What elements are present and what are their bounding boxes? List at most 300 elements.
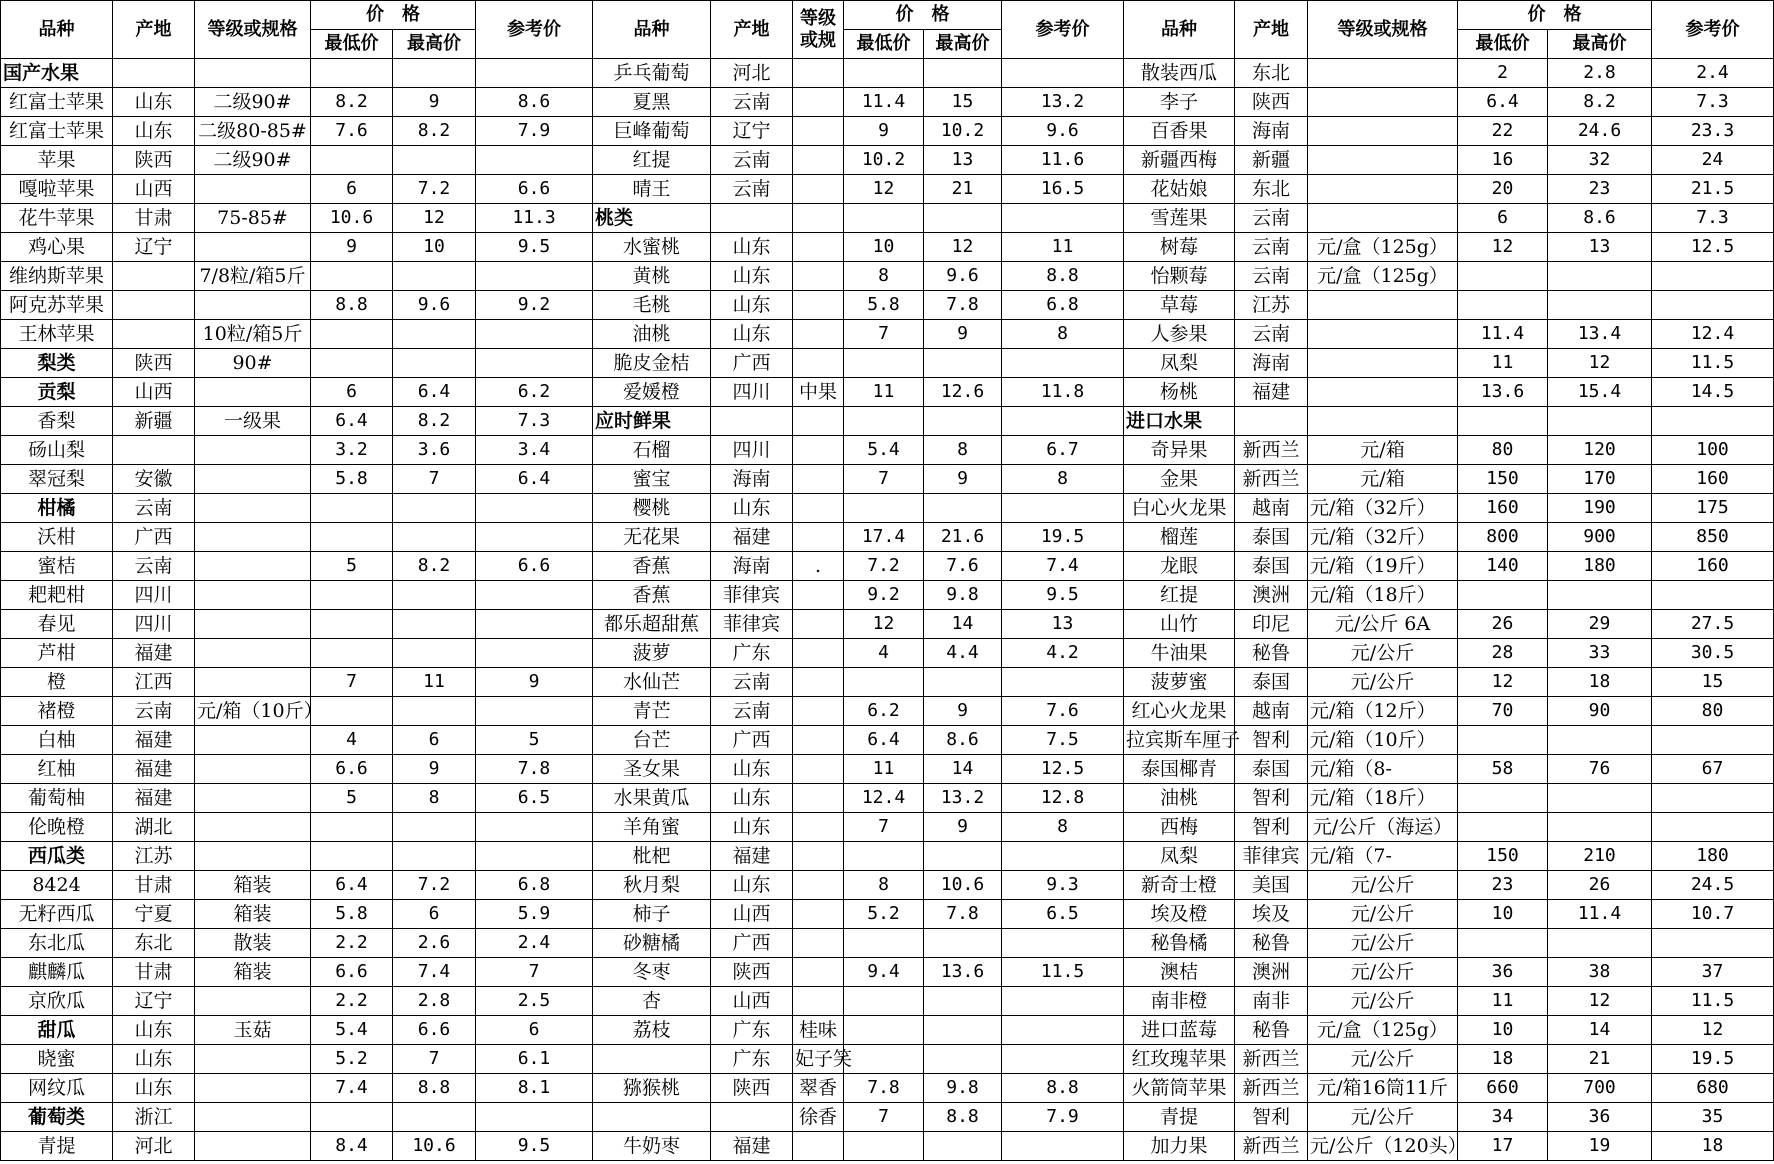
cell-origin: 海南 <box>1235 349 1308 378</box>
cell-max: 11.4 <box>1548 900 1652 929</box>
cell-max: 7 <box>393 465 476 494</box>
cell-ref: 12.5 <box>1652 233 1774 262</box>
cell-min: 9 <box>311 233 393 262</box>
cell-grade <box>195 175 311 204</box>
cell-name: 菠萝 <box>593 639 711 668</box>
cell-min: 36 <box>1458 958 1548 987</box>
cell-grade: 元/公斤 <box>1308 987 1458 1016</box>
cell-name: 怡颗莓 <box>1124 262 1235 291</box>
cell-max: 6 <box>393 726 476 755</box>
table-row <box>1 262 1774 291</box>
cell-grade: 元/箱（32斤） <box>1308 523 1458 552</box>
cell-origin: 河北 <box>711 59 793 88</box>
cell-min <box>311 813 393 842</box>
cell-origin <box>1235 407 1308 436</box>
cell-max <box>393 320 476 349</box>
cell-max: 10 <box>393 233 476 262</box>
cell-grade <box>1308 407 1458 436</box>
cell-grade: 元/公斤 6A <box>1308 610 1458 639</box>
cell-max: 26 <box>1548 871 1652 900</box>
header-min-2: 最低价 <box>844 30 924 59</box>
cell-origin: 福建 <box>113 639 195 668</box>
cell-name: 8424 <box>1 871 113 900</box>
cell-name: 龙眼 <box>1124 552 1235 581</box>
cell-grade <box>195 436 311 465</box>
cell-name: 秘鲁橘 <box>1124 929 1235 958</box>
cell-grade: 玉菇 <box>195 1016 311 1045</box>
cell-max: 18 <box>1548 668 1652 697</box>
cell-max <box>1548 581 1652 610</box>
cell-ref <box>476 146 593 175</box>
header-ref-3: 参考价 <box>1652 1 1774 59</box>
cell-ref: 7 <box>476 958 593 987</box>
cell-ref <box>476 262 593 291</box>
cell-name: 青芒 <box>593 697 711 726</box>
cell-origin: 新西兰 <box>1235 465 1308 494</box>
cell-ref: 11 <box>1002 233 1124 262</box>
cell-min: 26 <box>1458 610 1548 639</box>
header-name-3: 品种 <box>1124 1 1235 59</box>
cell-min: 28 <box>1458 639 1548 668</box>
cell-ref: 9.5 <box>476 233 593 262</box>
cell-origin: 山东 <box>711 494 793 523</box>
cell-ref: 6.2 <box>476 378 593 407</box>
cell-ref <box>1002 842 1124 871</box>
cell-ref: 9.6 <box>1002 117 1124 146</box>
cell-min: 20 <box>1458 175 1548 204</box>
cell-ref <box>1002 59 1124 88</box>
cell-grade: 元/公斤 <box>1308 1045 1458 1074</box>
header-grade-1: 等级或规格 <box>195 1 311 59</box>
cell-grade <box>195 813 311 842</box>
cell-name: 鸡心果 <box>1 233 113 262</box>
cell-ref <box>476 320 593 349</box>
cell-ref <box>1652 407 1774 436</box>
cell-grade <box>793 900 844 929</box>
cell-name: 耙耙柑 <box>1 581 113 610</box>
cell-min: 12 <box>1458 668 1548 697</box>
cell-max: 9 <box>924 813 1002 842</box>
cell-min <box>844 1045 924 1074</box>
cell-min <box>311 1103 393 1132</box>
cell-max: 120 <box>1548 436 1652 465</box>
cell-min: 5.8 <box>844 291 924 320</box>
cell-max <box>393 523 476 552</box>
cell-grade <box>793 291 844 320</box>
table-row <box>1 349 1774 378</box>
cell-max <box>393 262 476 291</box>
cell-max <box>393 842 476 871</box>
cell-grade: 妃子笑 <box>793 1045 844 1074</box>
cell-name: 麒麟瓜 <box>1 958 113 987</box>
cell-max: 8.8 <box>924 1103 1002 1132</box>
cell-name: 网纹瓜 <box>1 1074 113 1103</box>
cell-origin: 菲律宾 <box>711 581 793 610</box>
cell-origin: 宁夏 <box>113 900 195 929</box>
cell-origin: 菲律宾 <box>711 610 793 639</box>
cell-grade: 元/公斤 <box>1308 929 1458 958</box>
cell-origin: 云南 <box>1235 204 1308 233</box>
cell-origin <box>113 320 195 349</box>
cell-min <box>311 610 393 639</box>
cell-name: 红玫瑰苹果 <box>1124 1045 1235 1074</box>
cell-min: 8 <box>844 871 924 900</box>
cell-origin: 四川 <box>711 378 793 407</box>
cell-grade: 二级90# <box>195 146 311 175</box>
cell-min: 6.6 <box>311 755 393 784</box>
cell-name: 青提 <box>1124 1103 1235 1132</box>
cell-name: 石榴 <box>593 436 711 465</box>
cell-origin: 云南 <box>711 697 793 726</box>
cell-origin: 埃及 <box>1235 900 1308 929</box>
cell-origin: 山西 <box>113 175 195 204</box>
cell-ref: 15 <box>1652 668 1774 697</box>
cell-min <box>311 262 393 291</box>
cell-name: 贡梨 <box>1 378 113 407</box>
cell-min: 5.4 <box>311 1016 393 1045</box>
cell-origin: 秘鲁 <box>1235 639 1308 668</box>
cell-name: 红柚 <box>1 755 113 784</box>
cell-max: 9.6 <box>924 262 1002 291</box>
cell-ref: 6.4 <box>476 465 593 494</box>
cell-max: 8.2 <box>393 407 476 436</box>
cell-min <box>844 668 924 697</box>
cell-grade <box>1308 349 1458 378</box>
cell-grade: 元/公斤 <box>1308 1103 1458 1132</box>
cell-grade: 徐香 <box>793 1103 844 1132</box>
cell-min: 11 <box>844 378 924 407</box>
cell-ref <box>1002 349 1124 378</box>
cell-name: 甜瓜 <box>1 1016 113 1045</box>
table-row <box>1 436 1774 465</box>
cell-origin: 山东 <box>711 262 793 291</box>
cell-ref <box>476 59 593 88</box>
cell-origin: 澳洲 <box>1235 581 1308 610</box>
cell-grade: 10粒/箱5斤 <box>195 320 311 349</box>
cell-ref <box>1652 581 1774 610</box>
header-min-1: 最低价 <box>311 30 393 59</box>
cell-max <box>393 1103 476 1132</box>
cell-ref: 7.5 <box>1002 726 1124 755</box>
cell-min: 10.6 <box>311 204 393 233</box>
header-max-2: 最高价 <box>924 30 1002 59</box>
cell-ref <box>1002 1016 1124 1045</box>
table-row <box>1 146 1774 175</box>
cell-name: 褚橙 <box>1 697 113 726</box>
cell-origin: 山东 <box>711 233 793 262</box>
cell-grade <box>1308 59 1458 88</box>
cell-grade <box>793 465 844 494</box>
cell-min <box>1458 581 1548 610</box>
cell-max: 13.2 <box>924 784 1002 813</box>
cell-name: 花牛苹果 <box>1 204 113 233</box>
cell-min <box>844 407 924 436</box>
cell-max: 9 <box>924 320 1002 349</box>
cell-min: 5.2 <box>311 1045 393 1074</box>
cell-origin: 广西 <box>711 726 793 755</box>
cell-name: 加力果 <box>1124 1132 1235 1161</box>
cell-name: 杏 <box>593 987 711 1016</box>
cell-ref: 7.3 <box>476 407 593 436</box>
cell-ref: 7.4 <box>1002 552 1124 581</box>
cell-min: 17.4 <box>844 523 924 552</box>
cell-ref: 2.4 <box>476 929 593 958</box>
cell-max <box>924 1016 1002 1045</box>
cell-max: 8.2 <box>1548 88 1652 117</box>
cell-grade <box>793 146 844 175</box>
table-row <box>1 929 1774 958</box>
cell-origin: 泰国 <box>1235 755 1308 784</box>
cell-name: 秋月梨 <box>593 871 711 900</box>
table-row <box>1 407 1774 436</box>
cell-max: 210 <box>1548 842 1652 871</box>
cell-min: 10 <box>844 233 924 262</box>
cell-ref: 6.5 <box>1002 900 1124 929</box>
cell-min: 5.2 <box>844 900 924 929</box>
table-row <box>1 1045 1774 1074</box>
cell-ref: 8 <box>1002 465 1124 494</box>
cell-name: 伦晚橙 <box>1 813 113 842</box>
cell-min: 17 <box>1458 1132 1548 1161</box>
cell-name: 猕猴桃 <box>593 1074 711 1103</box>
cell-max: 14 <box>924 755 1002 784</box>
cell-origin: 福建 <box>113 726 195 755</box>
cell-max: 900 <box>1548 523 1652 552</box>
header-grade-2: 等级或规 <box>793 1 844 59</box>
header-origin-3: 产地 <box>1235 1 1308 59</box>
cell-max: 10.2 <box>924 117 1002 146</box>
cell-name: 柿子 <box>593 900 711 929</box>
header-price-2: 价 格 <box>844 1 1002 30</box>
cell-max <box>924 1132 1002 1161</box>
cell-name: 枇杷 <box>593 842 711 871</box>
cell-grade <box>195 233 311 262</box>
cell-ref: 4.2 <box>1002 639 1124 668</box>
cell-name: 埃及橙 <box>1124 900 1235 929</box>
header-max-3: 最高价 <box>1548 30 1652 59</box>
cell-ref: 9.5 <box>476 1132 593 1161</box>
cell-name: 乒乓葡萄 <box>593 59 711 88</box>
cell-grade: 元/箱16筒11斤 <box>1308 1074 1458 1103</box>
cell-min: 70 <box>1458 697 1548 726</box>
cell-min: 34 <box>1458 1103 1548 1132</box>
cell-ref: 19.5 <box>1002 523 1124 552</box>
cell-ref: 680 <box>1652 1074 1774 1103</box>
cell-origin: 山西 <box>711 987 793 1016</box>
cell-name: 水果黄瓜 <box>593 784 711 813</box>
cell-min <box>844 842 924 871</box>
cell-max <box>393 639 476 668</box>
cell-ref: 30.5 <box>1652 639 1774 668</box>
cell-grade <box>195 842 311 871</box>
cell-origin <box>113 262 195 291</box>
cell-ref: 8 <box>1002 320 1124 349</box>
cell-origin: 山东 <box>113 88 195 117</box>
cell-grade <box>1308 204 1458 233</box>
cell-grade <box>195 784 311 813</box>
cell-ref: 23.3 <box>1652 117 1774 146</box>
cell-origin: 湖北 <box>113 813 195 842</box>
cell-grade <box>793 610 844 639</box>
cell-max: 12 <box>924 233 1002 262</box>
cell-name: 蜜宝 <box>593 465 711 494</box>
cell-name: 晴王 <box>593 175 711 204</box>
cell-name: 砀山梨 <box>1 436 113 465</box>
table-row <box>1 1016 1774 1045</box>
cell-max: 29 <box>1548 610 1652 639</box>
cell-max <box>1548 262 1652 291</box>
cell-min: 8.4 <box>311 1132 393 1161</box>
cell-name: 脆皮金桔 <box>593 349 711 378</box>
cell-name: 春见 <box>1 610 113 639</box>
cell-origin <box>711 407 793 436</box>
cell-min: 6.6 <box>311 958 393 987</box>
cell-grade: 元/公斤 <box>1308 668 1458 697</box>
cell-name: 国产水果 <box>1 59 113 88</box>
cell-max: 9.6 <box>393 291 476 320</box>
cell-min: 11 <box>1458 349 1548 378</box>
cell-max: 9 <box>393 755 476 784</box>
cell-name: 葡萄类 <box>1 1103 113 1132</box>
table-row <box>1 465 1774 494</box>
cell-name: 无籽西瓜 <box>1 900 113 929</box>
cell-min: 6.4 <box>311 407 393 436</box>
cell-name: 香蕉 <box>593 552 711 581</box>
cell-grade <box>793 871 844 900</box>
cell-max: 8 <box>393 784 476 813</box>
cell-origin: 菲律宾 <box>1235 842 1308 871</box>
cell-ref <box>476 610 593 639</box>
cell-origin: 山东 <box>711 871 793 900</box>
cell-name: 红提 <box>593 146 711 175</box>
cell-grade <box>793 958 844 987</box>
cell-grade: 二级80-85# <box>195 117 311 146</box>
cell-max <box>924 929 1002 958</box>
cell-name: 桃类 <box>593 204 711 233</box>
cell-max <box>1548 726 1652 755</box>
cell-max: 24.6 <box>1548 117 1652 146</box>
cell-origin: 新疆 <box>113 407 195 436</box>
cell-name: 王林苹果 <box>1 320 113 349</box>
cell-grade <box>1308 117 1458 146</box>
cell-origin: 山西 <box>711 900 793 929</box>
cell-origin: 东北 <box>1235 59 1308 88</box>
cell-name: 羊角蜜 <box>593 813 711 842</box>
table-row <box>1 784 1774 813</box>
cell-grade: 元/公斤 <box>1308 871 1458 900</box>
cell-name: 草莓 <box>1124 291 1235 320</box>
cell-max: 21 <box>1548 1045 1652 1074</box>
cell-min <box>844 929 924 958</box>
cell-origin: 山东 <box>711 291 793 320</box>
cell-max: 7.2 <box>393 175 476 204</box>
cell-max: 19 <box>1548 1132 1652 1161</box>
cell-ref: 12.8 <box>1002 784 1124 813</box>
cell-grade: 翠香 <box>793 1074 844 1103</box>
cell-origin: 山东 <box>711 320 793 349</box>
cell-name: 阿克苏苹果 <box>1 291 113 320</box>
cell-origin: 东北 <box>1235 175 1308 204</box>
table-row <box>1 842 1774 871</box>
cell-min <box>1458 291 1548 320</box>
cell-name: 东北瓜 <box>1 929 113 958</box>
cell-name: 橙 <box>1 668 113 697</box>
cell-origin: 云南 <box>113 552 195 581</box>
cell-min: 4 <box>311 726 393 755</box>
cell-max <box>924 494 1002 523</box>
table-row <box>1 958 1774 987</box>
cell-name: 牛油果 <box>1124 639 1235 668</box>
cell-name: 沃柑 <box>1 523 113 552</box>
cell-ref <box>476 349 593 378</box>
cell-min <box>311 320 393 349</box>
table-row <box>1 320 1774 349</box>
cell-origin: 云南 <box>711 146 793 175</box>
cell-max: 7.8 <box>924 900 1002 929</box>
cell-ref <box>476 697 593 726</box>
cell-grade: 元/箱（18斤） <box>1308 581 1458 610</box>
cell-max: 21.6 <box>924 523 1002 552</box>
cell-min <box>311 523 393 552</box>
cell-ref <box>476 523 593 552</box>
cell-ref: 2.4 <box>1652 59 1774 88</box>
cell-ref: 6 <box>476 1016 593 1045</box>
cell-name: 雪莲果 <box>1124 204 1235 233</box>
cell-ref <box>476 1103 593 1132</box>
cell-origin: 海南 <box>711 465 793 494</box>
cell-ref: 16.5 <box>1002 175 1124 204</box>
cell-name: 冬枣 <box>593 958 711 987</box>
cell-grade: 元/箱（8- <box>1308 755 1458 784</box>
cell-origin <box>113 59 195 88</box>
cell-ref: 9.5 <box>1002 581 1124 610</box>
cell-max <box>393 813 476 842</box>
cell-min <box>844 204 924 233</box>
cell-ref: 8.1 <box>476 1074 593 1103</box>
cell-max: 33 <box>1548 639 1652 668</box>
cell-ref <box>1652 262 1774 291</box>
cell-origin: 印尼 <box>1235 610 1308 639</box>
cell-max: 32 <box>1548 146 1652 175</box>
table-row <box>1 117 1774 146</box>
cell-grade <box>793 407 844 436</box>
table-row <box>1 1103 1774 1132</box>
cell-ref: 11.3 <box>476 204 593 233</box>
cell-origin: 南非 <box>1235 987 1308 1016</box>
cell-min: 150 <box>1458 465 1548 494</box>
cell-max <box>393 59 476 88</box>
cell-max <box>1548 291 1652 320</box>
cell-min: 8.8 <box>311 291 393 320</box>
cell-origin: 陕西 <box>711 958 793 987</box>
cell-max: 15 <box>924 88 1002 117</box>
cell-origin: 山东 <box>711 755 793 784</box>
cell-min: 12 <box>844 175 924 204</box>
cell-ref: 175 <box>1652 494 1774 523</box>
cell-name: 澳桔 <box>1124 958 1235 987</box>
cell-origin: 四川 <box>113 581 195 610</box>
cell-min: 150 <box>1458 842 1548 871</box>
cell-max: 7.2 <box>393 871 476 900</box>
header-min-3: 最低价 <box>1458 30 1548 59</box>
cell-max: 8 <box>924 436 1002 465</box>
cell-name: 白心火龙果 <box>1124 494 1235 523</box>
cell-origin: 美国 <box>1235 871 1308 900</box>
cell-grade <box>793 929 844 958</box>
cell-min <box>844 1132 924 1161</box>
cell-ref: 7.6 <box>1002 697 1124 726</box>
cell-max <box>924 842 1002 871</box>
